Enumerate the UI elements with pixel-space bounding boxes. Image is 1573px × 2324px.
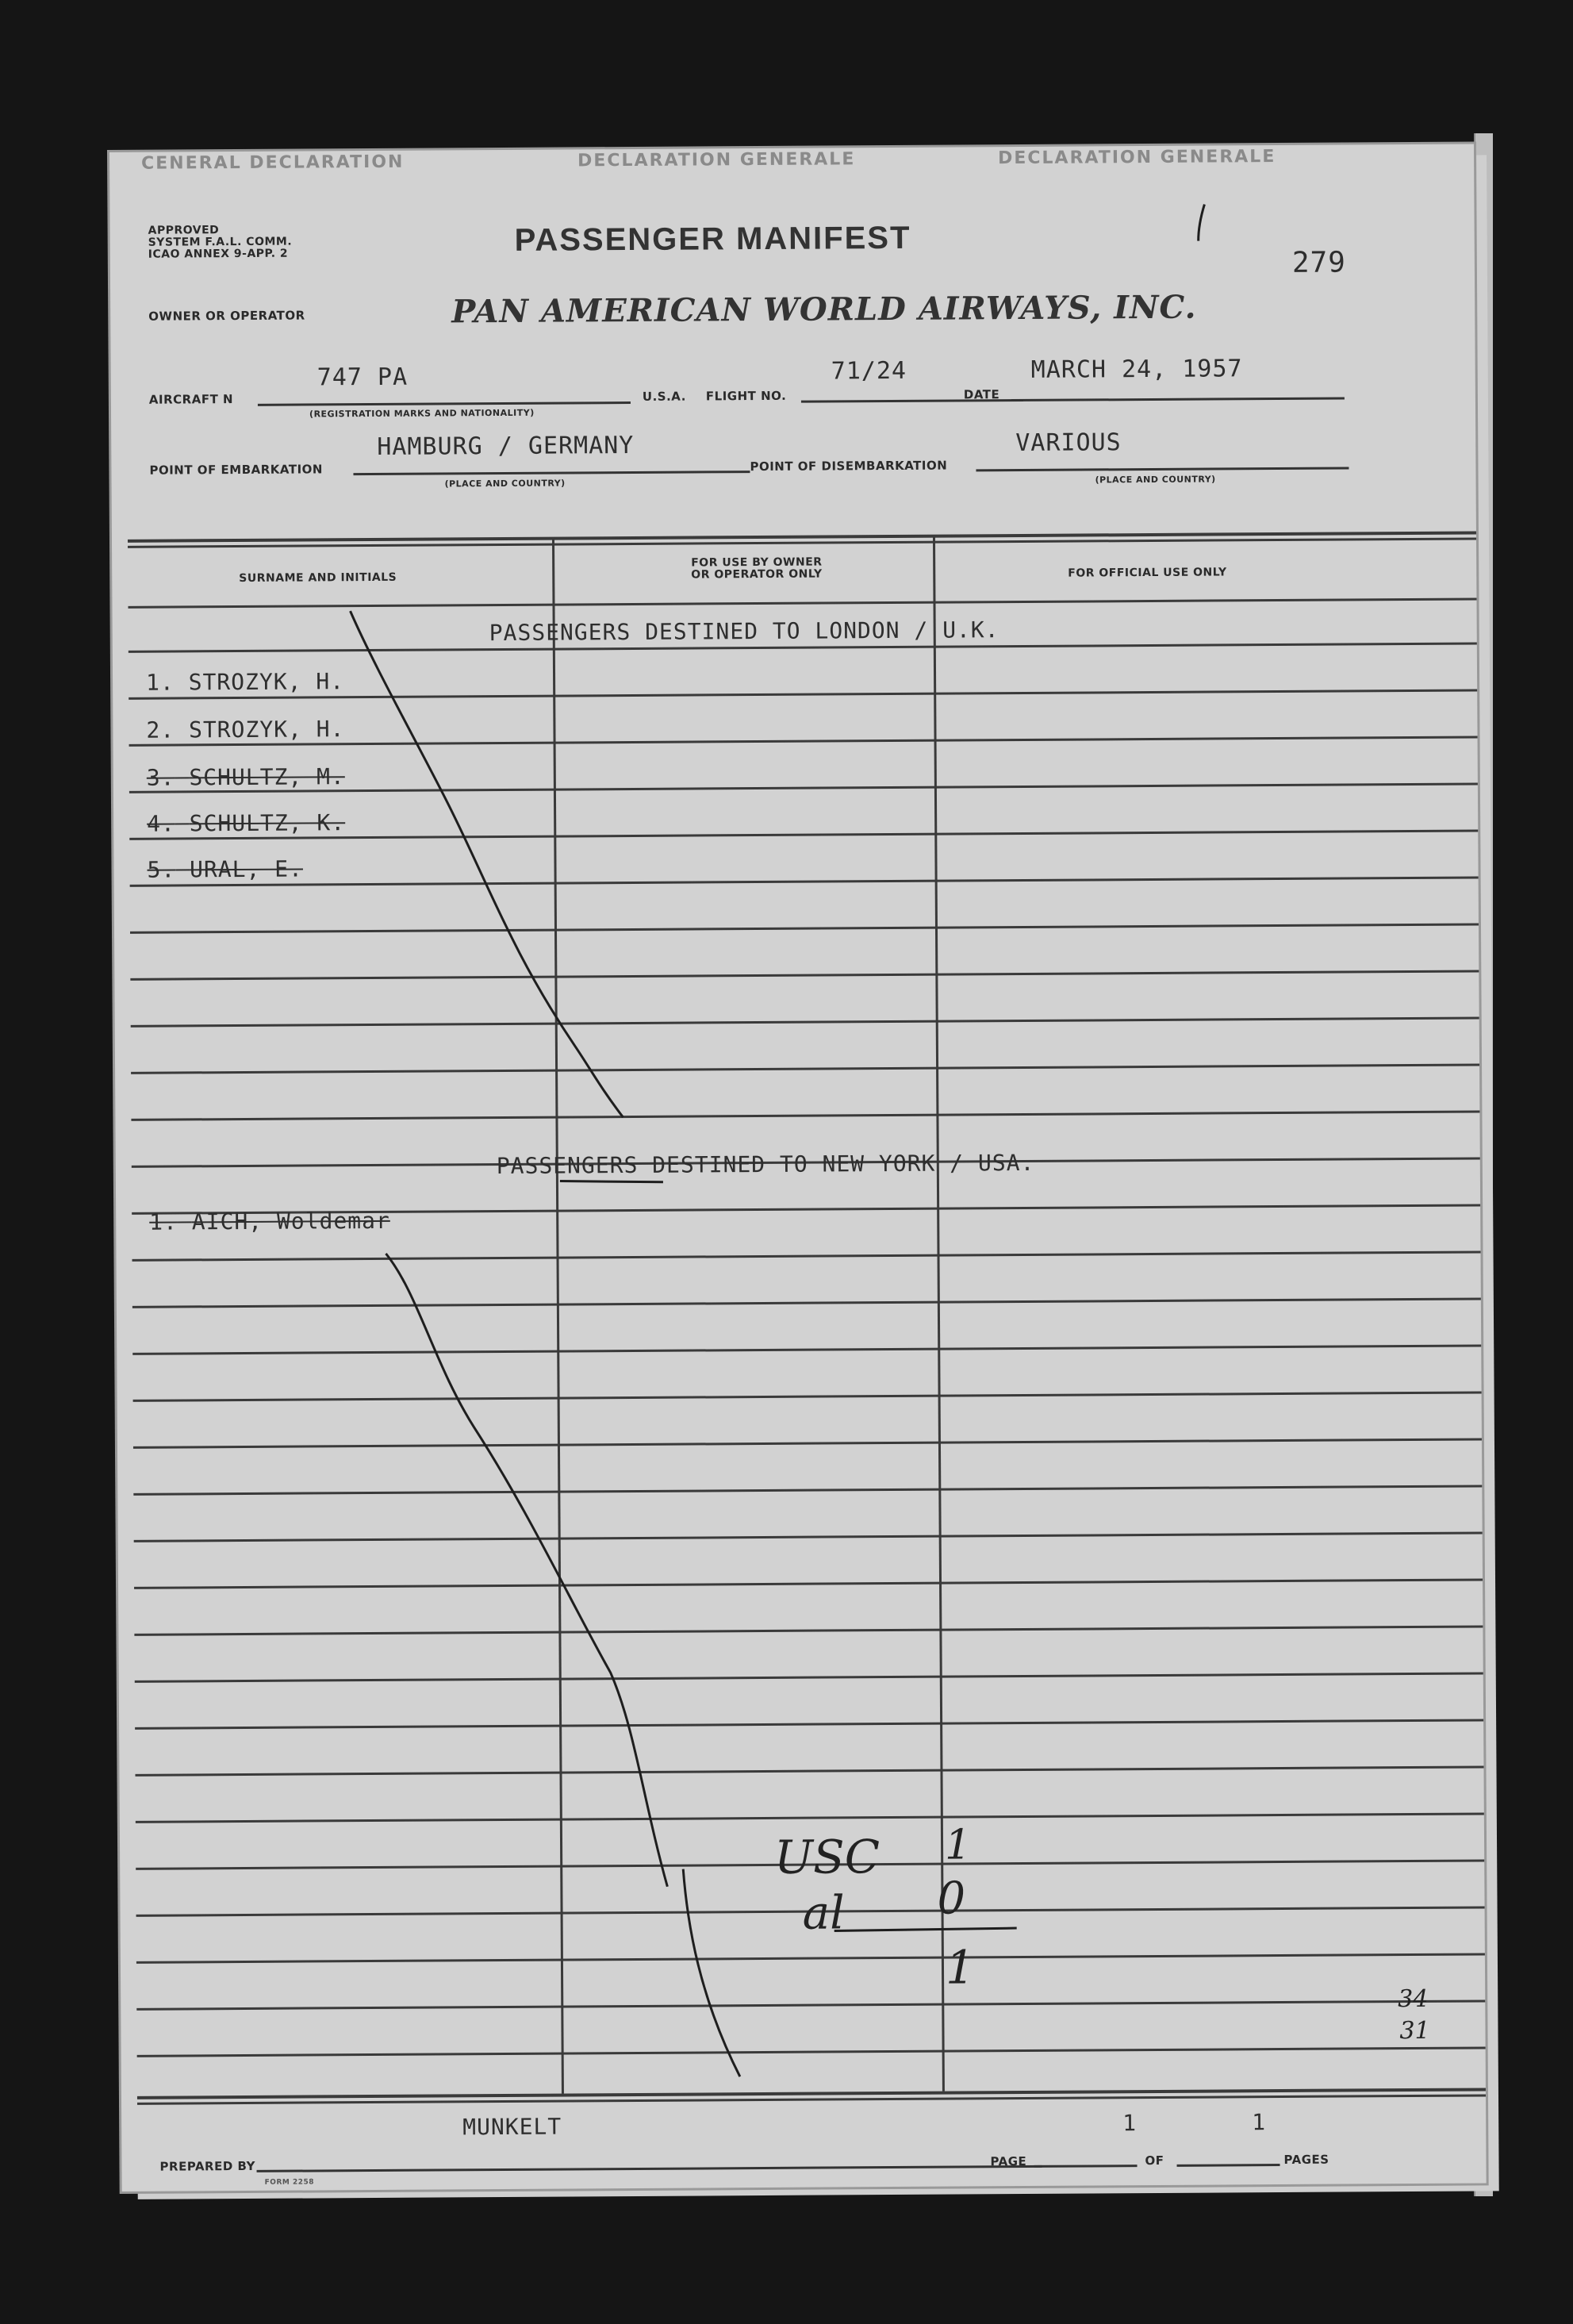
fraction-bar [834,1928,1017,1930]
handwritten-al: al [802,1885,845,1940]
col-surname-header: SURNAME AND INITIALS [239,570,397,586]
aircraft-label: AIRCRAFT N [148,392,234,407]
passenger-number: 4. [147,810,175,837]
stamp-number: 279 [1291,246,1347,279]
flight-label: FLIGHT NO. [705,388,787,404]
page-label: PAGE [990,2153,1027,2169]
embark-value: HAMBURG / GERMANY [377,431,635,461]
disembark-note: (PLACE AND COUNTRY) [1095,474,1216,486]
embark-label: POINT OF EMBARKATION [149,462,324,478]
passenger-name: STROZYK, H. [188,668,345,696]
section-london: PASSENGERS DESTINED TO LONDON / U.K. [489,617,999,647]
diagonal-stroke-1 [351,609,623,1119]
handwritten-zero: 0 [937,1873,966,1925]
margin-note-top: 34 [1398,1984,1429,2014]
date-value: MARCH 24, 1957 [1030,355,1243,384]
margin-note-bottom: 31 [1399,2016,1430,2046]
passenger-number: 5. [147,856,176,883]
pages-value: 1 [1252,2109,1267,2136]
ghost-banner-2: DECLARATION GENERALE [577,149,856,171]
disembark-label: POINT OF DISEMBARKATION [750,458,948,474]
page-title: PASSENGER MANIFEST [514,220,911,258]
passenger-number: 3. [146,764,175,791]
passenger-name: STROZYK, H. [188,716,345,743]
passenger-number: 1. [145,669,175,696]
col-owner-header-2: OR OPERATOR ONLY [691,567,823,582]
section-newyork: PASSENGERS DESTINED TO NEW YORK / USA. [496,1149,1035,1180]
ghost-banner-1: CENERAL DECLARATION [141,152,405,174]
passenger-name: URAL, E. [190,855,304,883]
passenger-name: AICH, Woldemar [191,1207,390,1235]
aircraft-value: 747 PA [317,363,409,392]
prepared-by-label: PREPARED BY [159,2158,256,2174]
handwritten-one-b: 1 [945,1940,976,1995]
passenger-number: 1. [149,1208,178,1235]
ghost-banner-3: DECLARATION GENERALE [997,147,1276,169]
owner-value: PAN AMERICAN WORLD AIRWAYS, INC. [451,288,1197,331]
approval-line-1: APPROVED [148,224,220,237]
embark-note: (PLACE AND COUNTRY) [444,478,566,490]
passenger-name: SCHULTZ, K. [189,809,346,837]
pen-strokes [109,144,1487,2191]
date-label: DATE [963,387,1000,402]
page-value: 1 [1122,2110,1138,2137]
underline-stroke [560,1181,663,1183]
passenger-name: SCHULTZ, M. [189,763,345,791]
usa-label: U.S.A. [642,389,686,404]
disembark-value: VARIOUS [1015,428,1122,458]
diagonal-stroke-3 [683,1869,740,2076]
registration-note: (REGISTRATION MARKS AND NATIONALITY) [309,407,535,420]
col-owner-header-1: FOR USE BY OWNER [691,555,823,570]
approval-line-2: SYSTEM F.A.L. COMM. [148,235,293,249]
pages-label: PAGES [1283,2152,1329,2168]
diagonal-stroke-2 [386,1252,667,1888]
prepared-by-value: MUNKELT [462,2113,562,2141]
of-label: OF [1145,2153,1164,2168]
passenger-number: 2. [146,716,175,743]
approval-line-3: ICAO ANNEX 9-APP. 2 [148,247,289,261]
handwritten-one-a: 1 [944,1821,972,1869]
manifest-page [109,144,1487,2191]
handwritten-usc: USC [773,1830,880,1884]
flight-value: 71/24 [831,356,907,386]
owner-label: OWNER OR OPERATOR [148,308,305,324]
printer-note: FORM 2258 [264,2178,315,2187]
tick-mark [1198,205,1204,241]
col-official-header: FOR OFFICIAL USE ONLY [1068,566,1227,580]
